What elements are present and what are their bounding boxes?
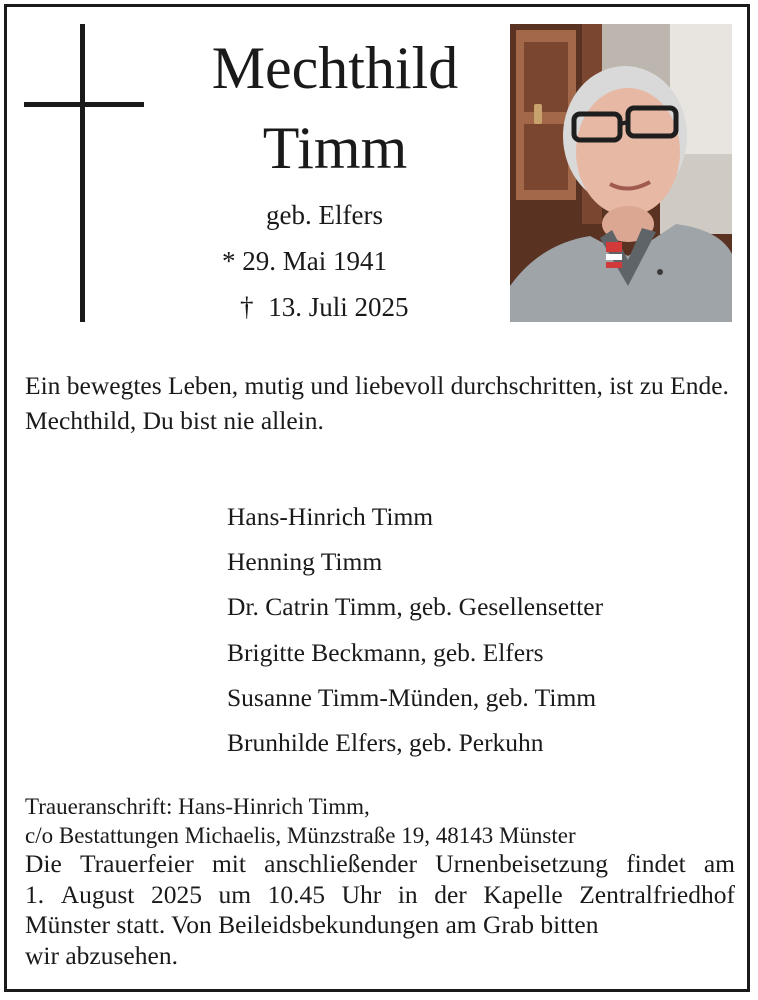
ceremony-word: der [434,879,467,909]
mourner-name: Susanne Timm-Münden, geb. Timm [227,682,597,712]
birth-name: geb. Elfers [266,200,383,230]
mourner-name: Brunhilde Elfers, geb. Perkuhn [227,727,544,757]
ceremony-word: mit [211,849,246,878]
funeral-announcement [25,849,735,971]
cross-horizontal-bar [24,102,144,107]
ceremony-line [25,849,735,880]
mourners-list [227,502,603,773]
ceremony-word: Trauerfeier [80,849,194,878]
address-line: Traueranschrift: Hans-Hinrich Timm, [25,794,370,819]
death-date: 13. Juli 2025 [268,292,409,322]
cross-vertical-bar [80,24,85,322]
ceremony-word: Uhr [341,879,382,909]
mourning-address [25,792,735,850]
death-date-line [240,294,409,321]
ceremony-line [25,880,735,911]
ceremony-word: Die [25,849,62,878]
ceremony-word: 10.45 [267,879,326,909]
death-dagger-symbol: † [240,292,254,322]
ceremony-word: findet [626,849,686,878]
ceremony-line: Münster statt. Von Beileidsbekundungen am Grab bitten [25,910,599,939]
ceremony-word: anschließender [264,849,418,878]
address-line: c/o Bestattungen Michaelis, Münzstraße 19, 48143 Münster [25,823,576,848]
ceremony-line: wir abzusehen. [25,940,178,970]
ceremony-word: Zentralfriedhof [579,879,735,909]
mourner-name: Brigitte Beckmann, geb. Elfers [227,637,544,667]
ceremony-word: August [60,879,135,909]
ceremony-word: 1. [25,879,45,909]
birth-date-line [222,248,387,275]
birth-star-symbol: * [222,246,236,276]
deceased-first-name: Mechthild [211,35,459,101]
ceremony-word: um [218,879,252,909]
verse-line: Ein bewegtes Leben, mutig und liebevoll durchschritten, ist zu Ende. [25,371,729,400]
mourner-name: Dr. Catrin Timm, geb. Gesellensetter [227,592,604,622]
ceremony-word: Kapelle [483,879,563,909]
verse-line: Mechthild, Du bist nie allein. [25,406,324,435]
ceremony-word: 2025 [150,879,202,909]
ceremony-word: Urnenbeisetzung [435,849,609,878]
memorial-verse [25,368,735,438]
portrait-photo [510,24,732,322]
mourner-name: Hans-Hinrich Timm [227,502,434,531]
ceremony-word: am [703,849,735,878]
deceased-last-name: Timm [262,115,408,181]
ceremony-word: in [397,879,418,909]
birth-date: 29. Mai 1941 [242,246,387,276]
mourner-name: Henning Timm [227,547,383,577]
